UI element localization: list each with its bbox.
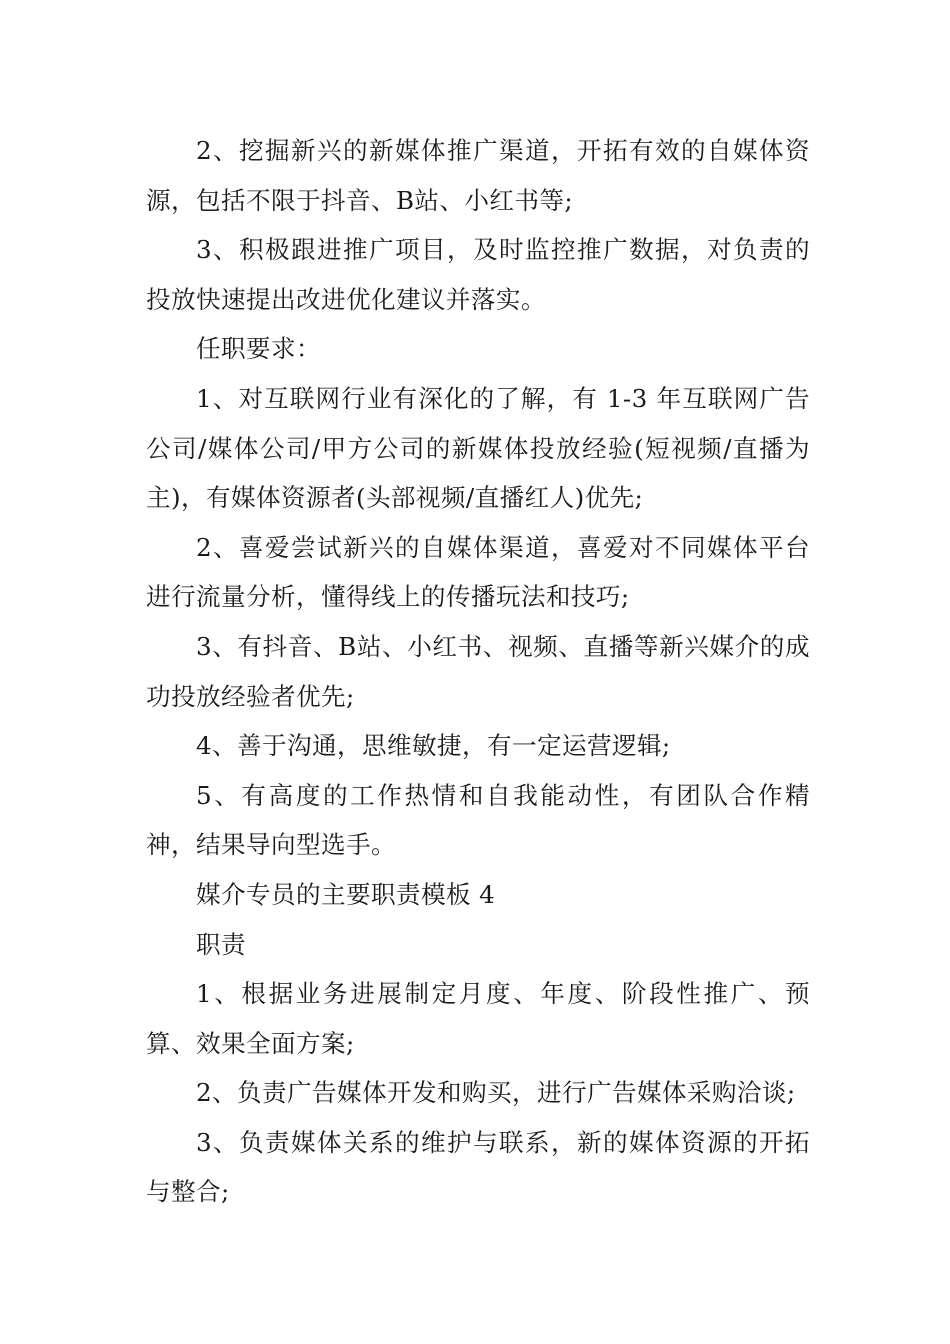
- paragraph-requirement-5: 5、有高度的工作热情和自我能动性，有团队合作精神，结果导向型选手。: [146, 780, 810, 860]
- paragraph-template4-duty-2: 2、负责广告媒体开发和购买，进行广告媒体采购洽谈;: [196, 1078, 796, 1108]
- document-body: [146, 126, 810, 1217]
- template-title: 媒介专员的主要职责模板 4: [196, 879, 496, 909]
- paragraph-duty-3: 3、积极跟进推广项目，及时监控推广数据，对负责的投放快速提出改进优化建议并落实。: [146, 235, 810, 314]
- paragraph-template4-duty-3: 3、负责媒体关系的维护与联系，新的媒体资源的开拓与整合;: [146, 1127, 810, 1207]
- paragraph-duty-2: 2、挖掘新兴的新媒体推广渠道，开拓有效的自媒体资源，包括不限于抖音、B站、小红书等;: [146, 136, 810, 215]
- paragraph-requirement-4: 4、善于沟通，思维敏捷，有一定运营逻辑;: [196, 731, 671, 761]
- section-heading-requirements: 任职要求：: [196, 334, 321, 364]
- paragraph-requirement-3: 3、有抖音、B站、小红书、视频、直播等新兴媒介的成功投放经验者优先;: [146, 631, 810, 711]
- paragraph-requirement-1: 1、对互联网行业有深化的了解，有 1-3 年互联网广告公司/媒体公司/甲方公司的新媒体投放经验(短视频/直播为主)，有媒体资源者(头部视频/直播红人)优先;: [146, 383, 810, 513]
- section-heading-duties: 职责: [196, 929, 246, 959]
- paragraph-requirement-2: 2、喜爱尝试新兴的自媒体渠道，喜爱对不同媒体平台进行流量分析，懂得线上的传播玩法和技巧;: [146, 532, 810, 612]
- paragraph-template4-duty-1: 1、根据业务进展制定月度、年度、阶段性推广、预算、效果全面方案;: [146, 979, 810, 1058]
